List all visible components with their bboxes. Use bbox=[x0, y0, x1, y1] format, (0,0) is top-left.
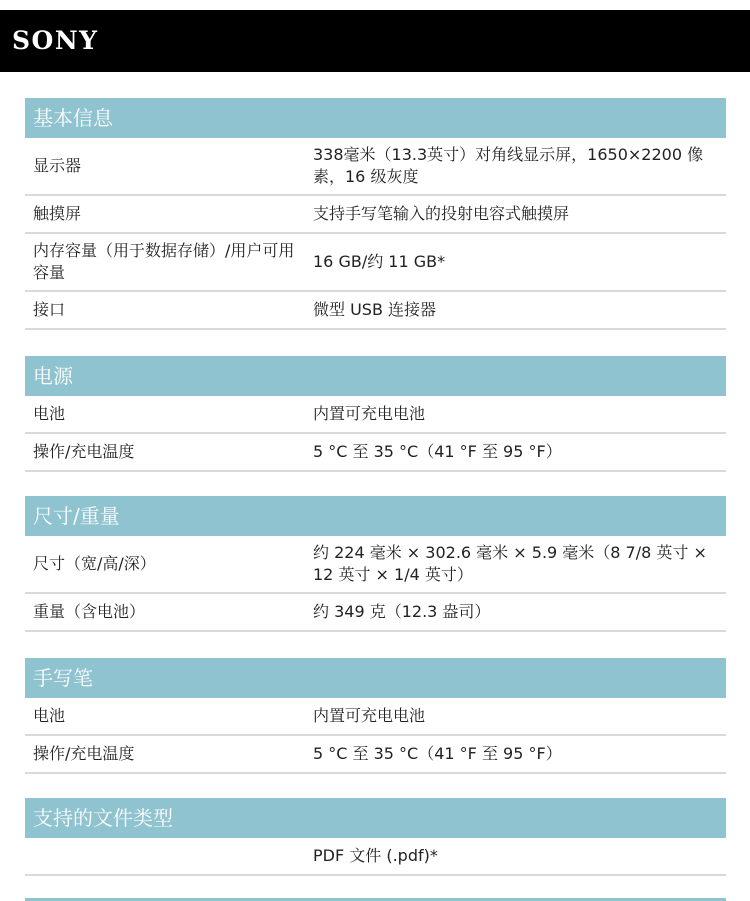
spec-row bbox=[25, 234, 726, 292]
section-power bbox=[25, 356, 726, 472]
header-bar bbox=[0, 10, 750, 72]
spec-value: 5 °C 至 35 °C（41 °F 至 95 °F） bbox=[313, 442, 562, 461]
spec-value: 内置可充电电池 bbox=[313, 706, 426, 725]
spec-row bbox=[25, 396, 726, 434]
spec-row bbox=[25, 736, 726, 774]
spec-row bbox=[25, 594, 726, 632]
section-title: 手写笔 bbox=[25, 658, 726, 698]
spec-label: 操作/充电温度 bbox=[33, 442, 135, 461]
spec-value: 约 224 毫米 × 302.6 毫米 × 5.9 毫米（8 7/8 英寸 × 12 英寸 × 1/4 英寸） bbox=[313, 543, 707, 584]
section-supported-file-types bbox=[25, 798, 726, 876]
section-title: 电源 bbox=[25, 356, 726, 396]
spec-label: 重量（含电池） bbox=[33, 602, 146, 621]
spec-label: 显示器 bbox=[33, 156, 82, 175]
spec-value: PDF 文件 (.pdf)* bbox=[313, 846, 438, 865]
spec-value: 338毫米（13.3英寸）对角线显示屏，1650×2200 像素，16 级灰度 bbox=[313, 145, 704, 186]
spec-value: 微型 USB 连接器 bbox=[313, 300, 437, 319]
spec-label: 电池 bbox=[33, 404, 66, 423]
spec-label: 接口 bbox=[33, 300, 66, 319]
spec-label: 内存容量（用于数据存储）/用户可用容量 bbox=[33, 241, 295, 282]
spec-label: 尺寸（宽/高/深） bbox=[33, 554, 156, 573]
spec-label: 触摸屏 bbox=[33, 204, 82, 223]
spec-row bbox=[25, 434, 726, 472]
section-stylus bbox=[25, 658, 726, 774]
section-basic-info bbox=[25, 98, 726, 330]
spec-row bbox=[25, 196, 726, 234]
section-title: 基本信息 bbox=[25, 98, 726, 138]
spec-row bbox=[25, 838, 726, 876]
spec-row bbox=[25, 698, 726, 736]
section-title: 尺寸/重量 bbox=[25, 496, 726, 536]
spec-value: 支持手写笔输入的投射电容式触摸屏 bbox=[313, 204, 570, 223]
section-dimensions-weight bbox=[25, 496, 726, 632]
spec-value: 内置可充电电池 bbox=[313, 404, 426, 423]
spec-row bbox=[25, 138, 726, 196]
section-title: 支持的文件类型 bbox=[25, 798, 726, 838]
sony-logo: SONY bbox=[12, 26, 99, 55]
spec-row bbox=[25, 536, 726, 594]
spec-label: 电池 bbox=[33, 706, 66, 725]
spec-value: 5 °C 至 35 °C（41 °F 至 95 °F） bbox=[313, 744, 562, 763]
spec-value: 约 349 克（12.3 盎司） bbox=[313, 602, 491, 621]
spec-row bbox=[25, 292, 726, 330]
spec-value: 16 GB/约 11 GB* bbox=[313, 252, 446, 271]
spec-label: 操作/充电温度 bbox=[33, 744, 135, 763]
